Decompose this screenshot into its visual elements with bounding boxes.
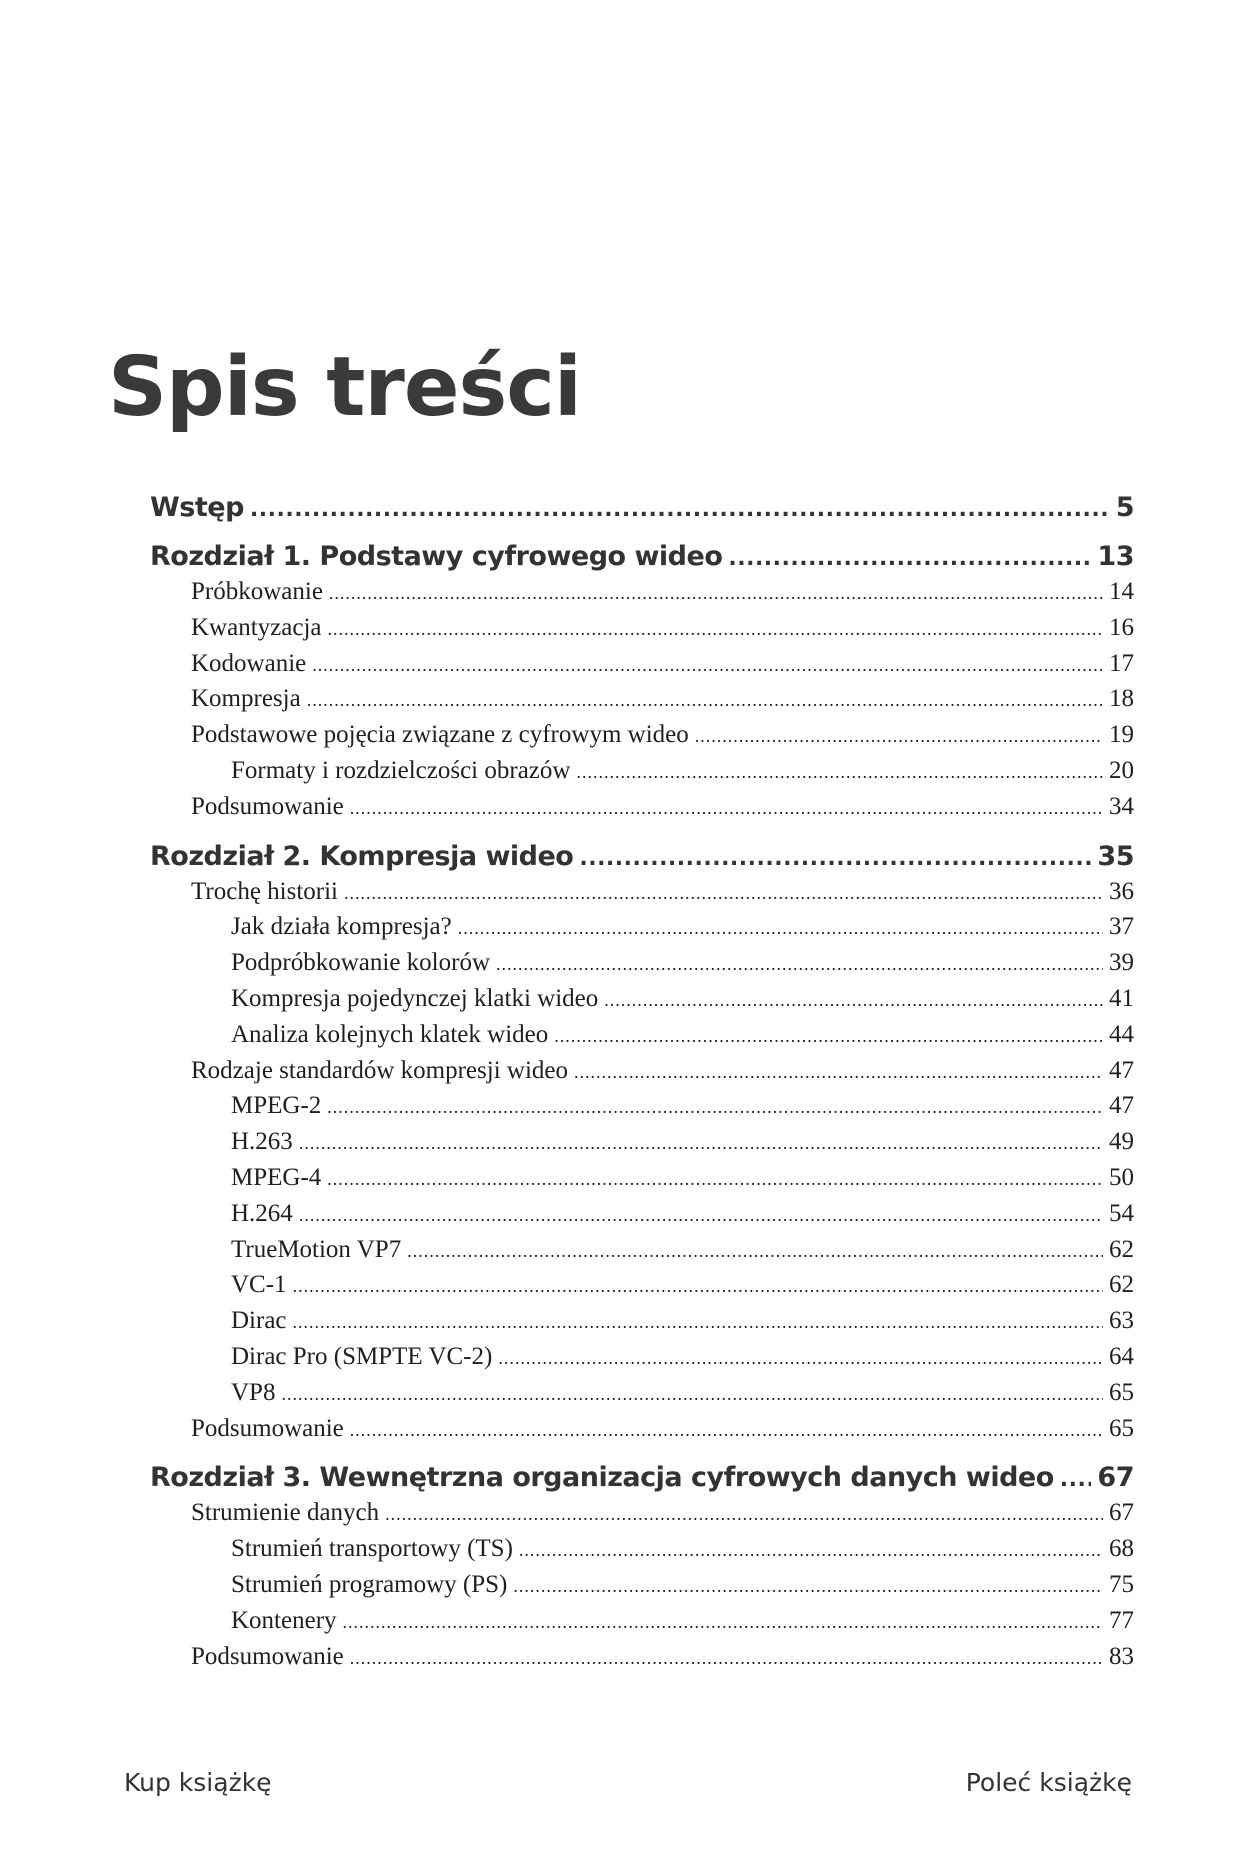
- toc-entry-label: Jak działa kompresja?: [231, 913, 452, 941]
- toc-entry-label: Rozdział 1. Podstawy cyfrowego wideo: [150, 541, 723, 572]
- dot-leader: [329, 576, 1103, 612]
- dot-leader: [350, 1413, 1103, 1449]
- toc-section-entry[interactable]: [150, 1339, 1134, 1375]
- toc-entry-label: Kompresja: [191, 685, 301, 713]
- buy-book-link[interactable]: Kup książkę: [124, 1768, 272, 1797]
- toc-section-entry[interactable]: [150, 574, 1134, 610]
- toc-page-number: 20: [1109, 756, 1134, 784]
- dot-leader: [498, 1341, 1103, 1377]
- toc-entry-label: Kompresja pojedynczej klatki wideo: [231, 984, 599, 1012]
- dot-leader: [327, 612, 1103, 648]
- toc-entry-label: MPEG-4: [231, 1163, 322, 1191]
- dot-leader: [458, 911, 1103, 947]
- dot-leader: [299, 1198, 1103, 1234]
- toc-entry-label: H.263: [231, 1128, 293, 1156]
- toc-page-number: 65: [1109, 1414, 1134, 1442]
- toc-section-entry[interactable]: [150, 874, 1134, 910]
- toc-page-number: 83: [1109, 1642, 1134, 1670]
- toc-section-entry[interactable]: [150, 1267, 1134, 1303]
- toc-page-number: 35: [1097, 840, 1134, 872]
- toc-entry-label: Kwantyzacja: [191, 613, 322, 641]
- toc-section-entry[interactable]: [150, 610, 1134, 646]
- toc-entry-label: Strumienie danych: [191, 1499, 380, 1527]
- toc-section-entry[interactable]: [150, 945, 1134, 981]
- toc-page-number: 34: [1109, 792, 1134, 820]
- toc-page-number: 14: [1109, 578, 1134, 605]
- toc-section-entry[interactable]: [150, 1124, 1134, 1160]
- toc-page-number: 68: [1109, 1535, 1134, 1563]
- dot-leader: [604, 983, 1103, 1019]
- toc-entry-label: Strumień transportowy (TS): [231, 1535, 513, 1563]
- toc-section-entry[interactable]: [150, 909, 1134, 945]
- dot-leader: [344, 876, 1103, 912]
- toc-page-number: 50: [1109, 1163, 1134, 1191]
- toc-entry-label: Kontenery: [231, 1606, 337, 1634]
- toc-page-number: 54: [1109, 1199, 1134, 1227]
- toc-page-number: 36: [1109, 877, 1134, 905]
- dot-leader: [385, 1497, 1103, 1533]
- toc-page-number: 13: [1097, 541, 1134, 572]
- toc-section-entry[interactable]: [150, 789, 1134, 825]
- toc-page-number: 65: [1109, 1378, 1134, 1406]
- dot-leader: [293, 1305, 1103, 1341]
- toc-section-entry[interactable]: [150, 1531, 1134, 1567]
- toc-entry-label: Formaty i rozdzielczości obrazów: [231, 756, 571, 784]
- dot-leader: [343, 1605, 1103, 1641]
- toc-entry-label: MPEG-2: [231, 1092, 322, 1120]
- page-title: Spis treści: [108, 340, 581, 435]
- toc-section-entry[interactable]: [150, 1088, 1134, 1124]
- toc-entry-label: VC-1: [231, 1271, 287, 1299]
- toc-section-entry[interactable]: [150, 1160, 1134, 1196]
- dot-leader: [513, 1569, 1103, 1605]
- toc-section-entry[interactable]: [150, 1603, 1134, 1639]
- dot-leader: [312, 648, 1103, 684]
- toc-chapter-entry[interactable]: [150, 490, 1134, 525]
- dot-leader: [695, 719, 1103, 755]
- dot-leader: [554, 1019, 1103, 1055]
- dot-leader: [1060, 1462, 1092, 1497]
- toc-page-number: 19: [1109, 721, 1134, 749]
- dot-leader: [327, 1090, 1103, 1126]
- toc-section-entry[interactable]: [150, 1303, 1134, 1339]
- toc-entry-label: Podstawowe pojęcia związane z cyfrowym wideo: [191, 721, 689, 749]
- dot-leader: [327, 1162, 1103, 1198]
- toc-entry-label: Podpróbkowanie kolorów: [231, 949, 490, 977]
- toc-entry-label: Wstęp: [150, 492, 244, 523]
- toc-entry-label: TrueMotion VP7: [231, 1235, 402, 1263]
- toc-section-entry[interactable]: [150, 1053, 1134, 1089]
- toc-chapter-entry[interactable]: [150, 539, 1134, 574]
- dot-leader: [496, 947, 1103, 983]
- toc-entry-label: Rodzaje standardów kompresji wideo: [191, 1056, 568, 1084]
- toc-section-entry[interactable]: [150, 717, 1134, 753]
- toc-entry-label: Dirac Pro (SMPTE VC-2): [231, 1342, 493, 1370]
- recommend-book-link[interactable]: Poleć książkę: [965, 1768, 1132, 1797]
- dot-leader: [299, 1126, 1103, 1162]
- toc-entry-label: Analiza kolejnych klatek wideo: [231, 1020, 549, 1048]
- table-of-contents: [150, 490, 1134, 1674]
- toc-section-entry[interactable]: [150, 1017, 1134, 1053]
- toc-section-entry[interactable]: [150, 981, 1134, 1017]
- toc-page-number: 5: [1115, 492, 1134, 523]
- toc-chapter-entry[interactable]: [150, 839, 1134, 874]
- toc-section-entry[interactable]: [150, 1567, 1134, 1603]
- toc-page-number: 64: [1109, 1342, 1134, 1370]
- toc-page-number: 37: [1109, 913, 1134, 941]
- toc-entry-label: Podsumowanie: [191, 792, 344, 820]
- toc-page-number: 75: [1109, 1570, 1134, 1598]
- toc-page-number: 41: [1109, 984, 1134, 1012]
- dot-leader: [250, 492, 1110, 527]
- toc-entry-label: Podsumowanie: [191, 1642, 344, 1670]
- dot-leader: [407, 1234, 1103, 1270]
- toc-page-number: 16: [1109, 613, 1134, 641]
- toc-entry-label: Trochę historii: [191, 877, 338, 905]
- toc-entry-label: Rozdział 3. Wewnętrzna organizacja cyfrowych danych wideo: [150, 1462, 1054, 1494]
- toc-section-entry[interactable]: [150, 1232, 1134, 1268]
- toc-page-number: 47: [1109, 1056, 1134, 1084]
- toc-section-entry[interactable]: [150, 1196, 1134, 1232]
- toc-entry-label: Kodowanie: [191, 649, 307, 677]
- toc-section-entry[interactable]: [150, 753, 1134, 789]
- toc-page-number: 17: [1109, 649, 1134, 677]
- dot-leader: [350, 1641, 1103, 1677]
- toc-entry-label: H.264: [231, 1199, 293, 1227]
- toc-section-entry[interactable]: [150, 1495, 1134, 1531]
- toc-entry-label: Podsumowanie: [191, 1414, 344, 1442]
- toc-page-number: 62: [1109, 1271, 1134, 1299]
- toc-page-number: 77: [1109, 1606, 1134, 1634]
- toc-page-number: 67: [1109, 1499, 1134, 1527]
- dot-leader: [728, 541, 1091, 576]
- toc-page-number: 44: [1109, 1020, 1134, 1048]
- dot-leader: [281, 1377, 1103, 1413]
- toc-page-number: 63: [1109, 1307, 1134, 1335]
- toc-section-entry[interactable]: [150, 1639, 1134, 1675]
- toc-section-entry[interactable]: [150, 646, 1134, 682]
- dot-leader: [579, 841, 1091, 876]
- toc-entry-label: VP8: [231, 1378, 276, 1406]
- toc-page-number: 49: [1109, 1128, 1134, 1156]
- toc-page-number: 62: [1109, 1235, 1134, 1263]
- dot-leader: [307, 683, 1103, 719]
- toc-entry-label: Strumień programowy (PS): [231, 1570, 508, 1598]
- toc-entry-label: Rozdział 2. Kompresja wideo: [150, 840, 574, 872]
- toc-page-number: 67: [1097, 1462, 1134, 1494]
- toc-entry-label: Dirac: [231, 1307, 287, 1335]
- toc-section-entry[interactable]: [150, 1411, 1134, 1447]
- toc-section-entry[interactable]: [150, 1375, 1134, 1411]
- toc-page-number: 18: [1109, 685, 1134, 713]
- toc-page-number: 47: [1109, 1092, 1134, 1120]
- dot-leader: [350, 791, 1103, 827]
- toc-chapter-entry[interactable]: [150, 1460, 1134, 1495]
- toc-entry-label: Próbkowanie: [191, 578, 323, 605]
- dot-leader: [519, 1533, 1103, 1569]
- dot-leader: [576, 755, 1103, 791]
- toc-section-entry[interactable]: [150, 681, 1134, 717]
- toc-page-number: 39: [1109, 949, 1134, 977]
- dot-leader: [574, 1055, 1103, 1091]
- dot-leader: [293, 1269, 1103, 1305]
